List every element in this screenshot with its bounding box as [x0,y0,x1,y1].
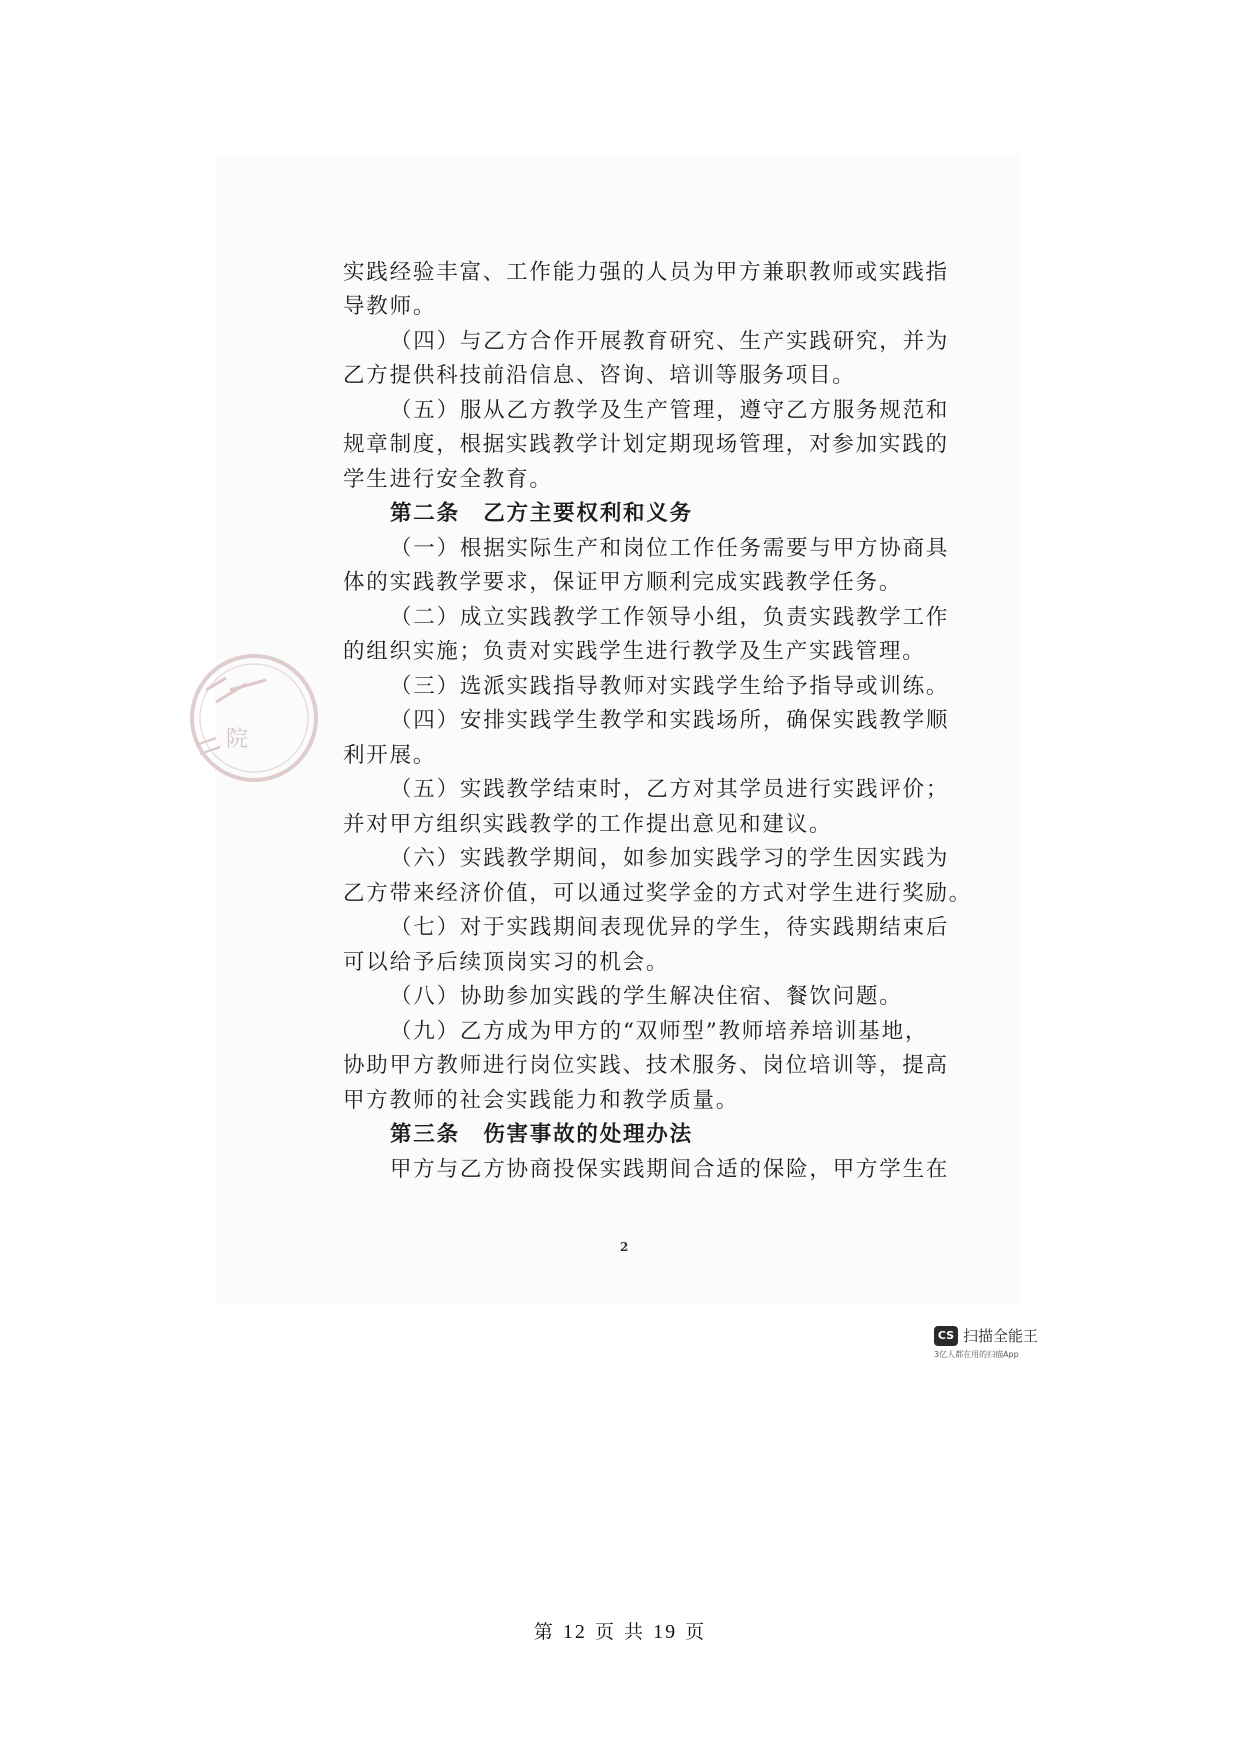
footer-suffix: 页 [685,1621,707,1643]
text-line: （六）实践教学期间，如参加实践学习的学生因实践为 [390,846,950,871]
text-line: 甲方教师的社会实践能力和教学质量。 [343,1088,740,1113]
text-line: 乙方提供科技前沿信息、咨询、培训等服务项目。 [343,363,856,388]
text-line: 乙方带来经济价值，可以通过奖学金的方式对学生进行奖励。 [343,881,973,906]
camscanner-logo-icon: CS [934,1326,958,1346]
text-line: 利开展。 [343,743,437,768]
text-line: （五）实践教学结束时，乙方对其学员进行实践评价； [390,777,950,802]
text-line: （八）协助参加实践的学生解决住宿、餐饮问题。 [390,984,903,1009]
text-line: 并对甲方组织实践教学的工作提出意见和建议。 [343,812,833,837]
text-line: （五）服从乙方教学及生产管理，遵守乙方服务规范和 [390,398,950,423]
text-line: 可以给予后续顶岗实习的机会。 [343,950,670,975]
text-line: 协助甲方教师进行岗位实践、技术服务、岗位培训等，提高 [343,1053,949,1078]
text-line: （九）乙方成为甲方的“双师型”教师培养培训基地， [390,1019,929,1044]
stamp-text: 院 [226,727,249,752]
text-line: （三）选派实践指导教师对实践学生给予指导或训练。 [390,674,950,699]
text-line: （一）根据实际生产和岗位工作任务需要与甲方协商具 [390,536,950,561]
text-line: 实践经验丰富、工作能力强的人员为甲方兼职教师或实践指 [343,260,949,285]
text-line: （四）安排实践学生教学和实践场所，确保实践教学顺 [390,708,950,733]
page-footer [0,1617,1240,1644]
text-line: （七）对于实践期间表现优异的学生，待实践期结束后 [390,915,950,940]
text-line: 甲方与乙方协商投保实践期间合适的保险，甲方学生在 [390,1157,950,1182]
article-heading: 第二条 乙方主要权利和义务 [390,501,693,526]
text-line: 的组织实施；负责对实践学生进行教学及生产实践管理。 [343,639,926,664]
text-line: 规章制度，根据实践教学计划定期现场管理，对参加实践的 [343,432,949,457]
watermark-title: 扫描全能王 [963,1327,1039,1345]
current-page-number: 12 [562,1621,587,1643]
footer-prefix: 第 [533,1621,555,1643]
text-line: 导教师。 [343,294,437,319]
text-line: 学生进行安全教育。 [343,467,553,492]
text-line: （二）成立实践教学工作领导小组，负责实践教学工作 [390,605,950,630]
watermark-subtitle: 3亿人都在用的扫描App [934,1350,1019,1359]
scan-page-number: 2 [620,1240,629,1254]
article-heading: 第三条 伤害事故的处理办法 [390,1122,693,1147]
total-pages: 19 [653,1621,678,1643]
text-line: 体的实践教学要求，保证甲方顺利完成实践教学任务。 [343,570,903,595]
text-line: （四）与乙方合作开展教育研究、生产实践研究，并为 [390,329,950,354]
footer-middle: 页 共 [594,1621,646,1643]
camscanner-watermark [934,1326,1054,1366]
